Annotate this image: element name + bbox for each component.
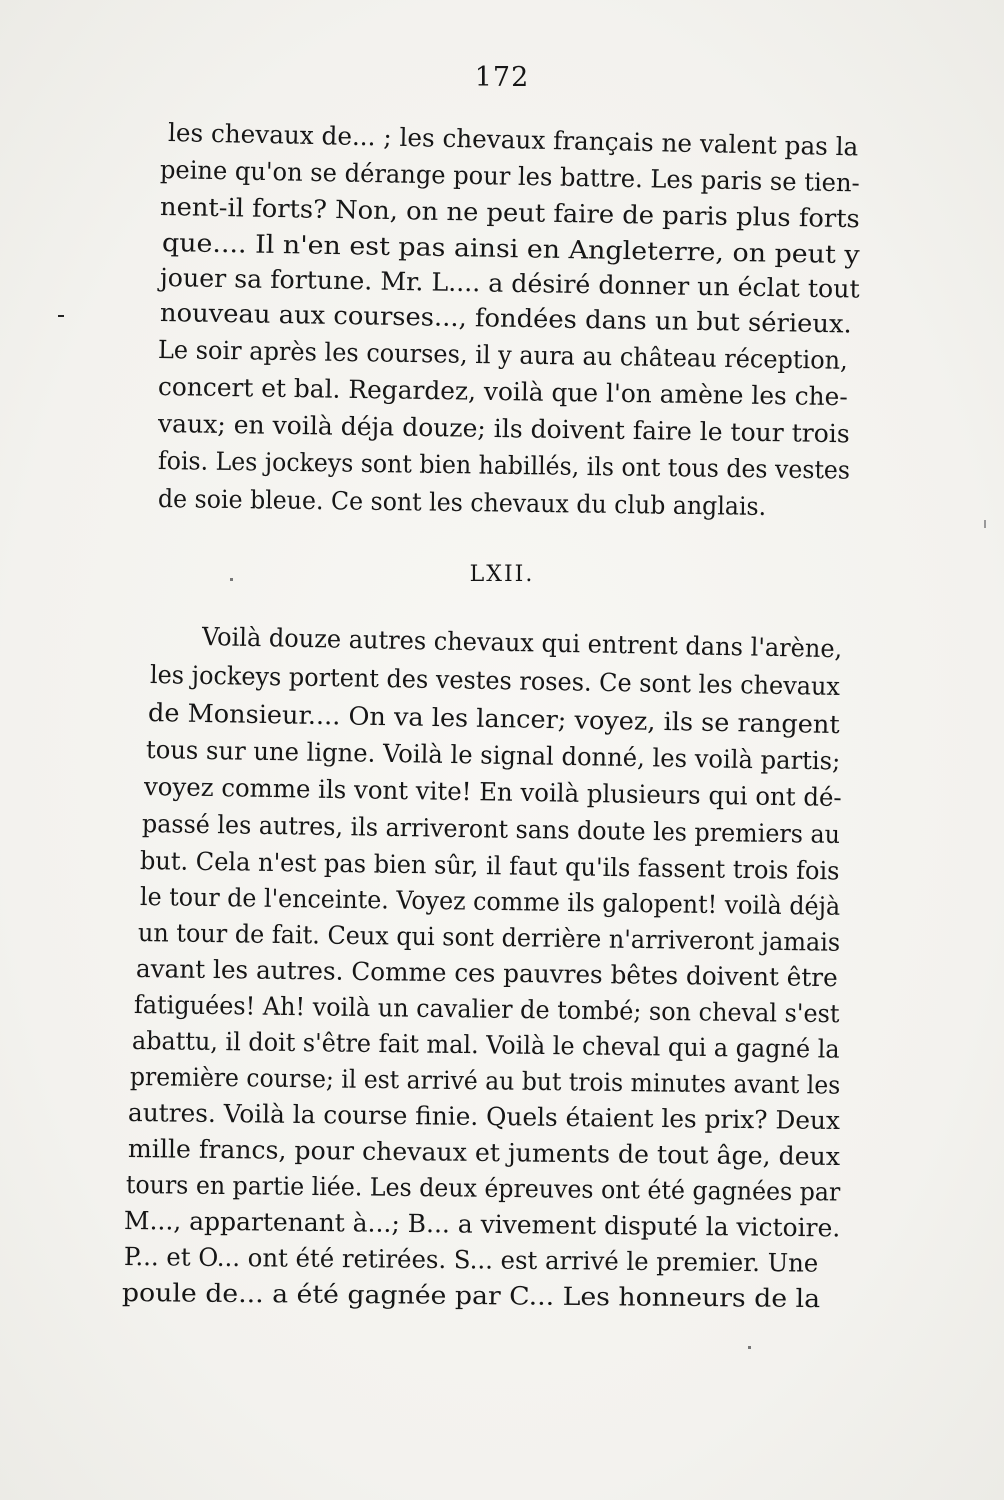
text-line: de Monsieur.... On va les lancer; voyez, ils se rangent [147,698,840,740]
text-line: les chevaux de... ; les chevaux français ne valent pas la [167,118,859,162]
text-line: tous sur une ligne. Voilà le signal donné, les voilà partis; [145,735,841,776]
margin-speck [230,578,233,581]
text-line: Voilà douze autres chevaux qui entrent dans l'arène, [201,622,843,664]
text-line: fatiguées! Ah! voilà un cavalier de tombé; son cheval s'est [133,990,840,1029]
text-line: le tour de l'enceinte. Voyez comme ils galopent! voilà déjà [139,882,841,921]
text-line: but. Cela n'est pas bien sûr, il faut qu'ils fassent trois fois [139,846,840,886]
margin-speck [58,315,64,317]
text-line: peine qu'on se dérange pour les battre. Les paris se tien- [159,155,860,198]
text-line: autres. Voilà la course finie. Quels étaient les prix? Deux [127,1098,841,1136]
text-line: de soie bleue. Ce sont les chevaux du club anglais. [157,484,767,521]
text-line: un tour de fait. Ceux qui sont derrière n'arriveront jamais [137,918,841,957]
section-heading: LXII. [469,562,535,587]
text-line: poule de... a été gagnée par C... Les honneurs de la [121,1278,821,1314]
text-line: fois. Les jockeys sont bien habillés, ils ont tous des vestes [157,446,851,485]
margin-speck [748,1346,751,1349]
text-line: Le soir après les courses, il y aura au château réception, [157,335,848,375]
text-line: vaux; en voilà déja douze; ils doivent faire le tour trois [157,409,850,449]
page-number: 172 [474,62,530,93]
text-line: les jockeys portent des vestes roses. Ce sont les chevaux [149,660,841,702]
text-line: que.... Il n'en est pas ainsi en Angleterre, on peut y [161,228,860,270]
text-line: P... et O... ont été retirées. S... est arrivé le premier. Une [123,1242,819,1278]
text-line: voyez comme ils vont vite! En voilà plusieurs qui ont dé- [143,772,842,812]
text-line: concert et bal. Regardez, voilà que l'on amène les che- [157,372,848,412]
text-line: avant les autres. Comme ces pauvres bêtes doivent être [135,954,838,993]
text-line: nouveau aux courses..., fondées dans un but sérieux. [159,298,852,339]
text-line: mille francs, pour chevaux et juments de tout âge, deux [127,1134,841,1172]
margin-speck [984,520,986,528]
text-line: première course; il est arrivé au but trois minutes avant les [129,1062,841,1100]
text-line: jouer sa fortune. Mr. L.... a désiré donner un éclat tout [159,263,860,304]
text-line: abattu, il doit s'être fait mal. Voilà le cheval qui a gagné la [131,1026,840,1064]
text-line: M..., appartenant à...; B... a vivement disputé la victoire. [123,1206,841,1243]
text-line: passé les autres, ils arriveront sans doute les premiers au [141,809,841,849]
text-line: tours en partie liée. Les deux épreuves ont été gagnées par [125,1170,841,1207]
text-line: nent-il forts? Non, on ne peut faire de paris plus forts [159,192,861,234]
